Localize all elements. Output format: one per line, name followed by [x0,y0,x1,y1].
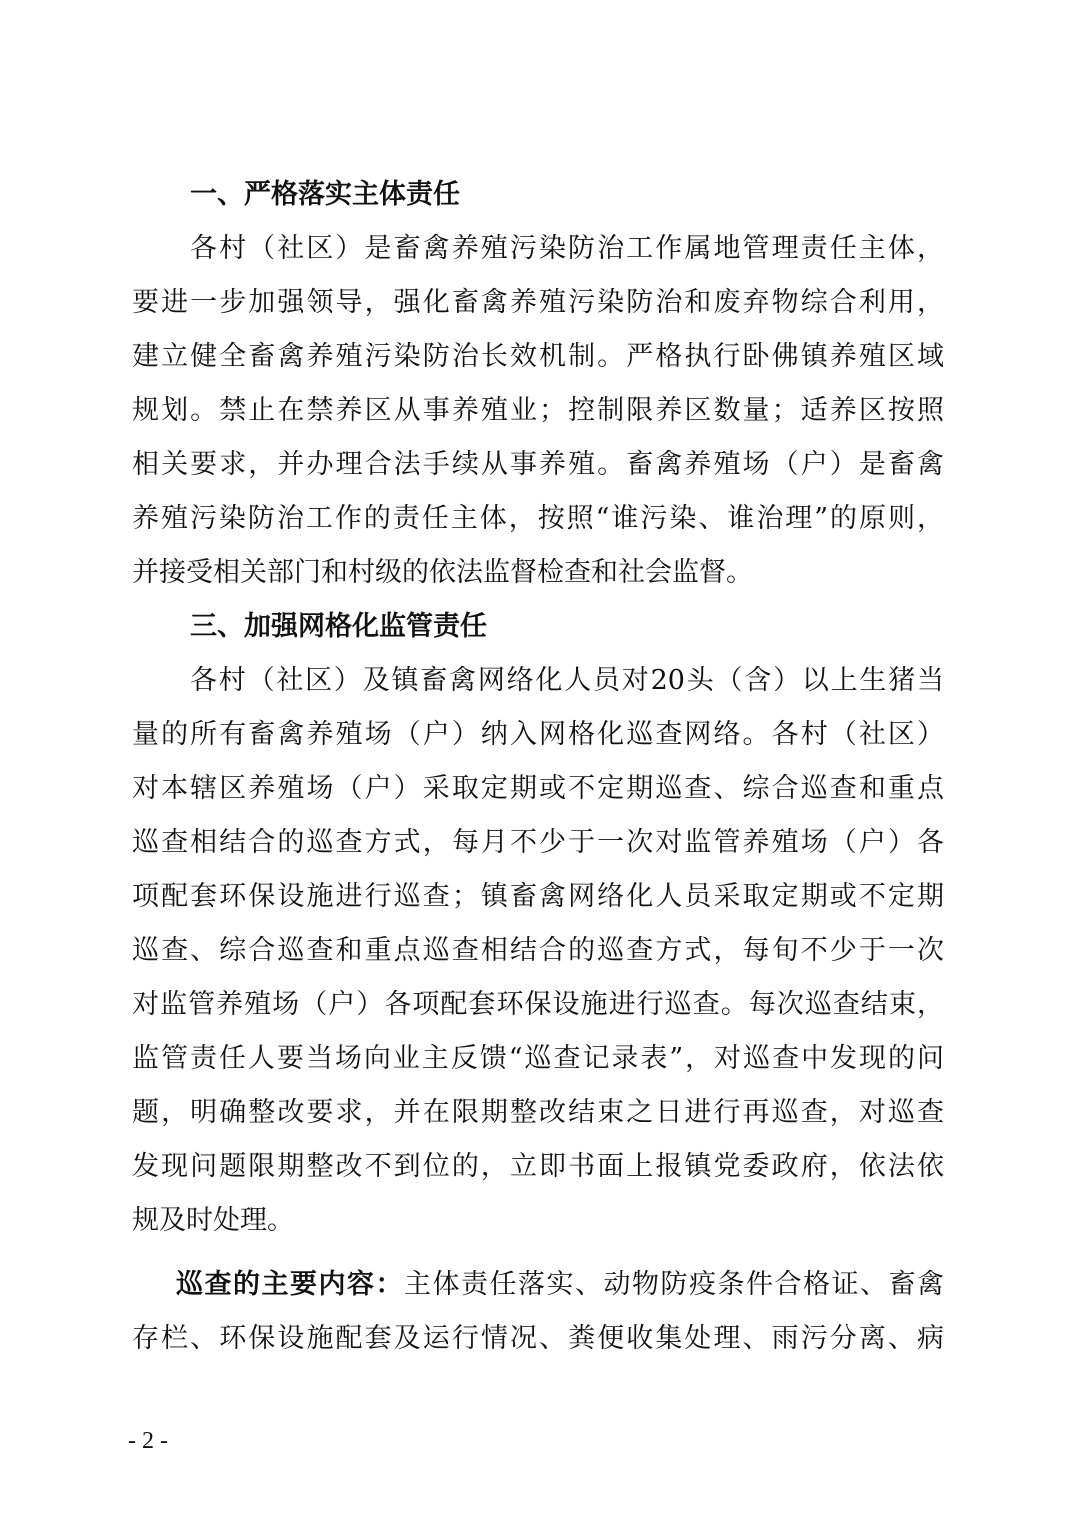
paragraph-gap [132,1248,944,1258]
paragraph-line: 各村（社区）是畜禽养殖污染防治工作属地管理责任主体， [190,233,944,264]
paragraph-line: 规及时处理。 [132,1205,294,1236]
inspection-lead-term: 巡查的主要内容： [176,1269,404,1300]
section-paragraph-main-responsibility [132,222,944,600]
paragraph-line: 对本辖区养殖场（户）采取定期或不定期巡查、综合巡查和重点 [132,773,944,804]
inspection-first-line-text: 主体责任落实、动物防疫条件合格证、畜禽 [404,1269,944,1300]
document-body [132,168,944,1366]
section-paragraph-grid-supervision [132,654,944,1248]
paragraph-line: 养殖污染防治工作的责任主体，按照“谁污染、谁治理”的原则， [132,503,944,534]
paragraph-line: 存栏、环保设施配套及运行情况、粪便收集处理、雨污分离、病 [132,1323,944,1354]
paragraph-line: 巡查、综合巡查和重点巡查相结合的巡查方式，每旬不少于一次 [132,935,944,966]
paragraph-line: 发现问题限期整改不到位的，立即书面上报镇党委政府，依法依 [132,1151,944,1182]
paragraph-line: 规划。禁止在禁养区从事养殖业；控制限养区数量；适养区按照 [132,395,944,426]
paragraph-line [132,1258,944,1312]
paragraph-line: 要进一步加强领导，强化畜禽养殖污染防治和废弃物综合利用， [132,287,944,318]
paragraph-line: 建立健全畜禽养殖污染防治长效机制。严格执行卧佛镇养殖区域 [132,341,944,372]
paragraph-line: 巡查相结合的巡查方式，每月不少于一次对监管养殖场（户）各 [132,827,944,858]
paragraph-line: 量的所有畜禽养殖场（户）纳入网格化巡查网络。各村（社区） [132,719,944,750]
paragraph-line: 题，明确整改要求，并在限期整改结束之日进行再巡查，对巡查 [132,1097,944,1128]
paragraph-line: 项配套环保设施进行巡查；镇畜禽网络化人员采取定期或不定期 [132,881,944,912]
page-number: - 2 - [128,1428,168,1454]
section-heading-grid-supervision: 三、加强网格化监管责任 [190,611,487,642]
paragraph-line: 相关要求，并办理合法手续从事养殖。畜禽养殖场（户）是畜禽 [132,449,944,480]
section-heading-main-responsibility: 一、严格落实主体责任 [190,179,460,210]
paragraph-line: 监管责任人要当场向业主反馈“巡查记录表”，对巡查中发现的问 [132,1043,944,1074]
paragraph-line: 各村（社区）及镇畜禽网络化人员对20头（含）以上生猪当 [190,665,944,696]
paragraph-line: 并接受相关部门和村级的依法监督检查和社会监督。 [132,557,753,588]
paragraph-line: 对监管养殖场（户）各项配套环保设施进行巡查。每次巡查结束， [132,989,944,1020]
inspection-content-paragraph [132,1258,944,1366]
